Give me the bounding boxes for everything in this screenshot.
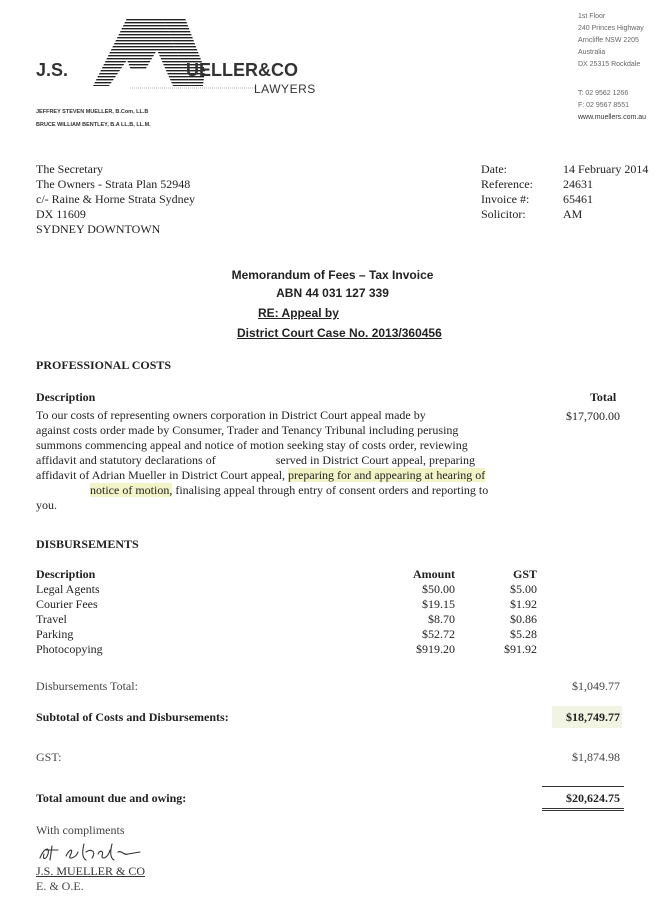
gst-value: $1,874.98 — [572, 750, 620, 764]
table-row — [36, 597, 541, 612]
abn: ABN 44 031 127 339 — [276, 286, 389, 300]
section-title-disbursements: DISBURSEMENTS — [36, 537, 139, 551]
prof-line-highlight: preparing for and appearing at hearing of — [288, 468, 486, 482]
recipient-line: SYDNEY DOWNTOWN — [36, 222, 161, 236]
fax: F: 02 9567 8551 — [578, 102, 629, 109]
disb-col-gst: GST — [512, 567, 537, 581]
invoice-heading: Memorandum of Fees – Tax Invoice — [231, 268, 434, 282]
meta-value: AM — [563, 207, 583, 221]
disb-desc: Legal Agents — [36, 582, 100, 596]
disb-gst: $91.92 — [504, 642, 537, 656]
prof-total: $17,700.00 — [566, 409, 620, 423]
case-number: District Court Case No. 2013/360456 — [237, 326, 442, 340]
disb-gst: $5.28 — [510, 627, 537, 641]
disb-amount: $8.70 — [428, 612, 455, 626]
partner-1: JEFFREY STEVEN MUELLER, B.Com, LL.B — [36, 109, 149, 115]
prof-col-total: Total — [590, 390, 617, 404]
disb-gst: $1.92 — [510, 597, 537, 611]
signature — [36, 838, 156, 864]
disb-desc: Courier Fees — [36, 597, 98, 611]
subtotal-value-text: $18,749.77 — [566, 710, 620, 724]
disb-table — [36, 567, 541, 657]
prof-line: summons commencing appeal and notice of motion seeking stay of costs order, reviewing — [36, 438, 468, 452]
total-rule-bottom-2 — [542, 810, 624, 811]
compliments: With compliments — [36, 823, 125, 837]
disb-total-value: $1,049.77 — [572, 679, 620, 693]
total-rule-bottom-1 — [542, 808, 624, 809]
total-due-value: $20,624.75 — [566, 791, 620, 805]
table-row — [36, 642, 541, 657]
brand-right: UELLER&CO — [186, 60, 298, 80]
prof-line: To our costs of representing owners corporation in District Court appeal made by — [36, 408, 426, 422]
disb-amount: $50.00 — [422, 582, 455, 596]
disb-total-label: Disbursements Total: — [36, 679, 138, 693]
prof-line: against costs order made by Consumer, Trader and Tenancy Tribunal including perusing — [36, 423, 459, 437]
prof-line-highlight: notice of motion, — [90, 483, 173, 497]
partner-2: BRUCE WILLIAM BENTLEY, B.A LL.B, LL.M. — [36, 122, 151, 128]
gst-label: GST: — [36, 750, 62, 764]
disb-header — [36, 567, 541, 582]
disb-desc: Parking — [36, 627, 74, 641]
meta-label: Solicitor: — [481, 207, 526, 221]
prof-line — [36, 468, 536, 483]
prof-description — [36, 408, 536, 513]
re-line: RE: Appeal by — [258, 306, 339, 320]
meta-value: 14 February 2014 — [563, 162, 649, 176]
address-line: 1st Floor — [578, 13, 606, 20]
table-row — [36, 627, 541, 642]
disb-amount: $52.72 — [422, 627, 455, 641]
meta-label: Reference: — [481, 177, 533, 191]
recipient-line: The Owners - Strata Plan 52948 — [36, 177, 191, 191]
firm-name: J.S. MUELLER & CO — [36, 864, 146, 878]
address-block — [578, 11, 644, 71]
prof-line — [36, 483, 536, 498]
disb-gst: $5.00 — [510, 582, 537, 596]
prof-line: affidavit and statutory declarations of served in District Court appeal, preparing — [36, 453, 475, 467]
address-line: 240 Princes Highway — [578, 25, 644, 32]
prof-line: you. — [36, 498, 57, 512]
recipient-line: The Secretary — [36, 162, 103, 176]
disb-desc: Photocopying — [36, 642, 103, 656]
subtotal-value — [552, 706, 622, 728]
prof-line-part: affidavit of Adrian Mueller in District Court appeal, — [36, 468, 289, 482]
phone: T: 02 9562 1266 — [578, 90, 629, 97]
brand-left: J.S. — [36, 60, 69, 80]
address-line: Australia — [578, 49, 606, 56]
disb-amount: $19.15 — [422, 597, 455, 611]
disb-gst: $0.86 — [510, 612, 537, 626]
recipient-line: c/- Raine & Horne Strata Sydney — [36, 192, 195, 206]
disb-desc: Travel — [36, 612, 67, 626]
recipient-block — [36, 162, 195, 237]
disb-col-description: Description — [36, 567, 96, 581]
website: www.muellers.com.au — [578, 114, 647, 121]
meta-label: Date: — [481, 162, 507, 176]
table-row — [36, 612, 541, 627]
address-line: DX 25315 Rockdale — [578, 61, 641, 68]
total-due-label: Total amount due and owing: — [36, 791, 187, 805]
signature-graphic — [36, 838, 156, 864]
brand-sub: LAWYERS — [254, 82, 316, 96]
eoe: E. & O.E. — [36, 879, 84, 893]
subtotal-label: Subtotal of Costs and Disbursements: — [36, 710, 229, 724]
invoice-meta — [481, 162, 656, 222]
total-rule-top — [542, 786, 624, 787]
disb-col-amount: Amount — [412, 567, 455, 581]
meta-value: 65461 — [563, 192, 593, 206]
contact-block — [578, 88, 646, 124]
prof-col-description: Description — [36, 390, 96, 404]
section-title-professional: PROFESSIONAL COSTS — [36, 358, 172, 372]
meta-value: 24631 — [563, 177, 593, 191]
address-line: Arncliffe NSW 2205 — [578, 37, 639, 44]
prof-line-part: finalising appeal through entry of consent orders and reporting to — [172, 483, 489, 497]
meta-label: Invoice #: — [481, 192, 530, 206]
table-row — [36, 582, 541, 597]
disb-amount: $919.20 — [416, 642, 455, 656]
recipient-line: DX 11609 — [36, 207, 86, 221]
